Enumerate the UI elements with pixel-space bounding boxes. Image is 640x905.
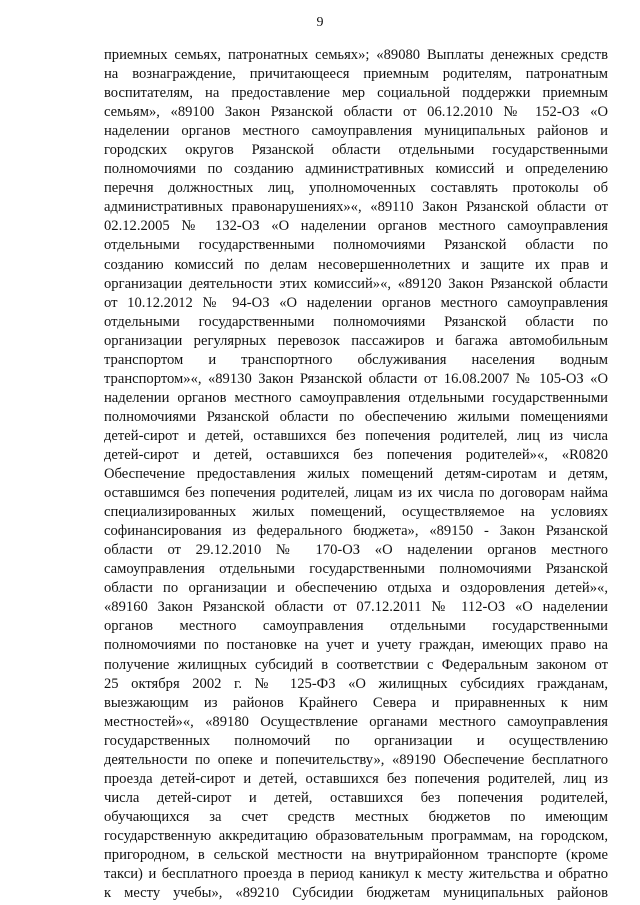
- text-line: местностей»«, «89180 Осуществление органами местного самоуправления: [104, 713, 608, 730]
- text-line: семьям», «89100 Закон Рязанской области от 06.12.2010 № 152-ОЗ «О: [104, 104, 608, 121]
- text-line: оставшимся без попечения родителей, лицам из их числа по договорам найма: [104, 485, 608, 502]
- text-line: на вознаграждение, причитающееся приемным родителям, патронатным: [104, 66, 608, 83]
- text-line: 25 октября 2002 г. № 125-ФЗ «О жилищных субсидиях гражданам,: [104, 675, 608, 692]
- text-line: числа детей-сирот и детей, оставшихся без попечения родителей,: [104, 789, 608, 806]
- text-line: детей-сирот и детей, оставшихся без попечения родителей»«, «R0820: [104, 446, 608, 463]
- text-line: самоуправления отдельными государственными полномочиями Рязанской: [104, 561, 608, 578]
- text-line: отдельными государственными полномочиями Рязанской области по: [104, 313, 608, 330]
- text-line: приемных семьях, патронатных семьях»; «89080 Выплаты денежных средств: [104, 47, 608, 63]
- text-line: детей-сирот и детей, оставшихся без попечения родителей, лиц из числа: [104, 427, 608, 444]
- document-body: [104, 46, 608, 903]
- text-line: полномочиями по постановке на учет и учету граждан, имеющих право на: [104, 637, 608, 654]
- text-line: городских округов Рязанской области отдельными государственными: [104, 142, 608, 159]
- page-number: 9: [316, 15, 324, 30]
- text-line: такси) и бесплатного проезда в период каникул к месту жительства и обратно: [104, 866, 608, 883]
- text-line: транспортом»«, «89130 Закон Рязанской области от 16.08.2007 № 105-ОЗ «О: [104, 370, 608, 387]
- text-line: деятельности по опеке и попечительству», «89190 Обеспечение бесплатного: [104, 751, 608, 768]
- text-line: организации регулярных перевозок пассажиров и багажа автомобильным: [104, 332, 608, 349]
- text-line: от 10.12.2012 № 94-ОЗ «О наделении органов местного самоуправления: [104, 294, 608, 311]
- text-line: софинансирования из федерального бюджета», «89150 - Закон Рязанской: [104, 523, 608, 540]
- text-line: полномочиями по созданию административных комиссий и определению: [104, 161, 608, 178]
- text-line: «89160 Закон Рязанской области от 07.12.2011 № 112-ОЗ «О наделении: [104, 599, 608, 616]
- text-line: отдельными государственными полномочиями Рязанской области по: [104, 237, 608, 254]
- text-line: проезда детей-сирот и детей, оставшихся без попечения родителей, лиц из: [104, 770, 608, 787]
- text-line: 02.12.2005 № 132-ОЗ «О наделении органов местного самоуправления: [104, 218, 608, 235]
- text-line: к месту учебы», «89210 Субсидии бюджетам муниципальных районов: [104, 885, 608, 902]
- text-line: получение жилищных субсидий в соответствии с Федеральным законом от: [104, 656, 608, 673]
- text-line: наделении органов местного самоуправления отдельными государственными: [104, 389, 608, 406]
- text-line: специализированных жилых помещений, осуществляемое на условиях: [104, 504, 608, 521]
- text-line: организации деятельности этих комиссий»«, «89120 Закон Рязанской области: [104, 275, 608, 292]
- text-line: созданию комиссий по делам несовершеннолетних и защите их прав и: [104, 256, 608, 273]
- text-line: области по организации и обеспечению отдыха и оздоровления детей»«,: [104, 580, 608, 597]
- text-line: обучающихся за счет средств местных бюджетов по имеющим: [104, 808, 608, 825]
- text-line: полномочиями Рязанской области по обеспечению жилыми помещениями: [104, 408, 608, 425]
- text-line: воспитателям, на предоставление мер социальной поддержки приемным: [104, 85, 608, 102]
- text-line: пригородном, в сельской местности на внутрирайонном транспорте (кроме: [104, 846, 608, 863]
- text-line: государственную аккредитацию образовательным программам, на городском,: [104, 827, 608, 844]
- text-line: государственных полномочий по организации и осуществлению: [104, 732, 608, 749]
- text-line: области от 29.12.2010 № 170-ОЗ «О наделении органов местного: [104, 542, 608, 559]
- text-line: перечня должностных лиц, уполномоченных составлять протоколы об: [104, 180, 608, 197]
- text-line: органов местного самоуправления отдельными государственными: [104, 618, 608, 635]
- text-line: транспортом и транспортного обслуживания населения водным: [104, 351, 608, 368]
- text-line: наделении органов местного самоуправления муниципальных районов и: [104, 123, 608, 140]
- text-line: Обеспечение предоставления жилых помещений детям-сиротам и детям,: [104, 466, 608, 483]
- text-line: выезжающим из районов Крайнего Севера и приравненных к ним: [104, 694, 608, 711]
- text-line: административных правонарушениях»«, «89110 Закон Рязанской области от: [104, 199, 608, 216]
